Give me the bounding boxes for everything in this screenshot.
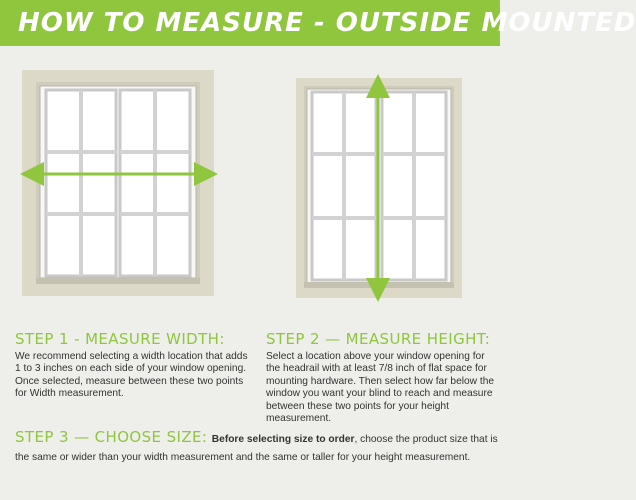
step-2-body: Select a location above your window opening for the headrail with at least 7/8 inch of flat space for mounting hardware. Then select how far below the window you want your blind to reach and measure between these two points for your height measurement. (266, 351, 495, 425)
step-1-body: We recommend selecting a width location that adds 1 to 3 inches on each side of your window opening. Once selected, measure between these two points for Width measurement. (15, 351, 248, 400)
step-1 (15, 330, 255, 401)
step-3 (15, 428, 505, 465)
step-1-heading: STEP 1 - MEASURE WIDTH: (15, 330, 225, 348)
step-2-heading: STEP 2 — MEASURE HEIGHT: (266, 330, 491, 348)
window-width-diagram (22, 70, 222, 300)
step-3-bold-text: Before selecting size to order (211, 434, 355, 445)
page-title: HOW TO MEASURE - OUTSIDE MOUNTED (18, 8, 636, 38)
step-3-heading: STEP 3 — CHOOSE SIZE: (15, 428, 208, 446)
window-height-diagram (296, 78, 476, 304)
step-3-body: , choose the product size that is the same or wider than your width measurement and the same or taller for your height measurement. (15, 434, 498, 463)
step-2 (266, 330, 498, 425)
title-banner (0, 0, 636, 46)
